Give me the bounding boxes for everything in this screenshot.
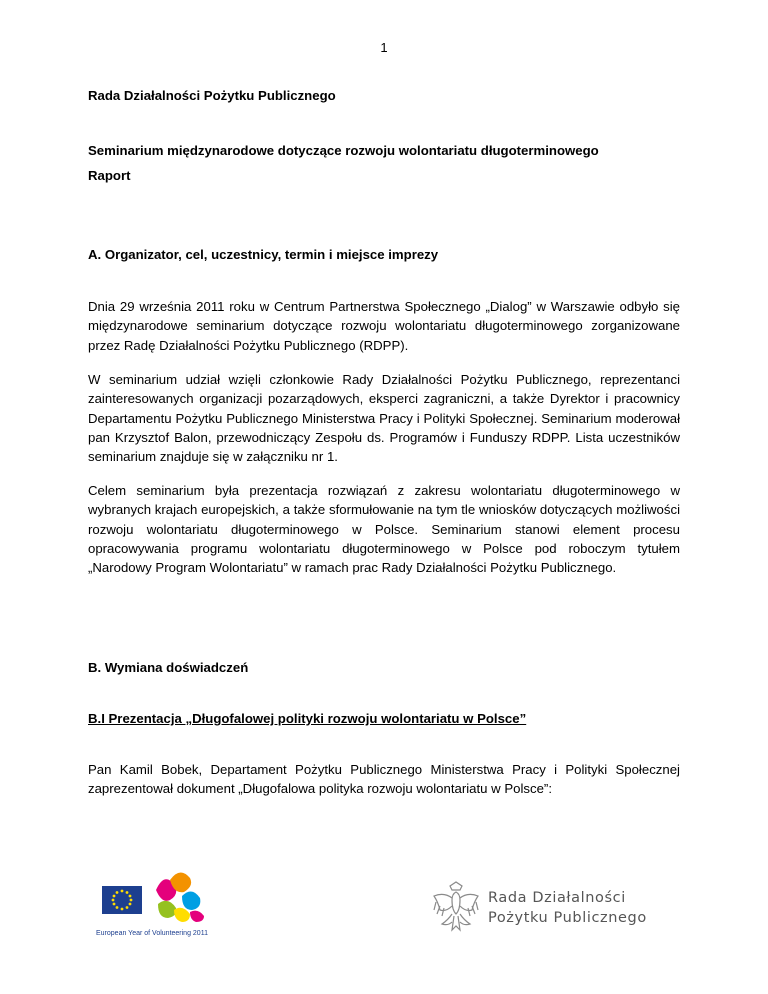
section-a-paragraph-1: Dnia 29 września 2011 roku w Centrum Partnerstwa Społecznego „Dialog” w Warszawie odbyło się międzynarodowe seminarium dotyczące rozwoju wolontariatu długoterminowego zorganizowane przez Radę Działalności Pożytku Publicznego (RDPP).	[88, 299, 680, 353]
section-a-paragraph-2: W seminarium udział wzięli członkowie Rady Działalności Pożytku Publicznego, reprezentanci zainteresowanych organizacji pozarządowych, eksperci zagraniczni, a także Dyrektor i pracownicy Departamentu Pożytku Publicznego Ministerstwa Pracy i Polityki Społecznej. Seminarium moderował pan Krzysztof Balon, przewodniczący Zespołu ds. Programów i Funduszy RDPP. Lista uczestników seminarium znajduje się w załączniku nr 1.	[88, 372, 680, 465]
section-b-heading: B. Wymiana doświadczeń	[88, 660, 249, 675]
section-a-paragraph-3: Celem seminarium była prezentacja rozwiązań z zakresu wolontariatu długoterminowego w wybranych krajach europejskich, a także sformułowanie na tym tle wniosków dotyczących możliwości rozwoju wolontariatu długoterminowego w Polsce. Seminarium stanowi element procesu opracowywania programu wolontariatu długoterminowego w Polsce pod roboczym tytułem „Narodowy Program Wolontariatu” w ramach prac Rady Działalności Pożytku Publicznego.	[88, 483, 680, 576]
rdpp-logo	[430, 880, 650, 940]
european-year-volunteering-logo	[96, 860, 218, 946]
ey-logo-caption: European Year of Volunteering 2011	[96, 930, 208, 937]
section-b1-subheading: B.I Prezentacja „Długofalowej polityki rozwoju wolontariatu w Polsce”	[88, 711, 527, 726]
rdpp-logo-line-1: Rada Działalności	[488, 890, 626, 906]
report-label: Raport	[88, 168, 131, 183]
section-a-heading: A. Organizator, cel, uczestnicy, termin i miejsce imprezy	[88, 247, 439, 262]
organization-title: Rada Działalności Pożytku Publicznego	[88, 88, 336, 103]
rdpp-logo-line-2: Pożytku Publicznego	[488, 910, 647, 926]
seminar-title: Seminarium międzynarodowe dotyczące rozwoju wolontariatu długoterminowego	[88, 143, 599, 158]
volunteering-figures-icon	[156, 872, 204, 922]
rdpp-logo-text	[488, 888, 647, 928]
section-b1-paragraph: Pan Kamil Bobek, Departament Pożytku Publicznego Ministerstwa Pracy i Polityki Społecznej zaprezentował dokument „Długofalowa polityka rozwoju wolontariatu w Polsce”:	[88, 762, 680, 797]
page-number: 1	[380, 40, 388, 55]
white-eagle-emblem-icon	[430, 880, 482, 938]
ey-logo-graphic	[96, 860, 218, 930]
page-footer	[0, 858, 768, 958]
